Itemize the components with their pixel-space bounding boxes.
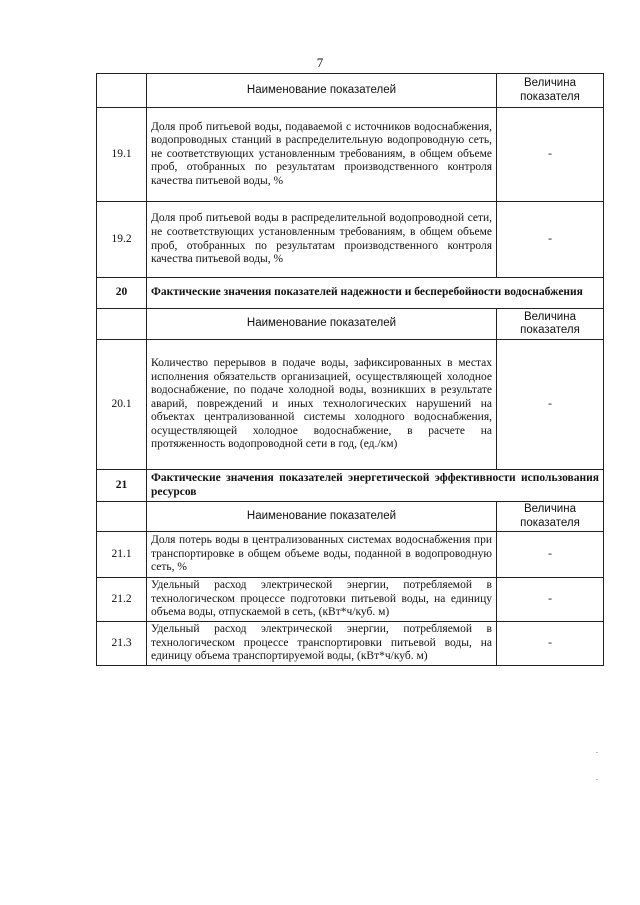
header-value: Величина показателя (497, 309, 604, 340)
table-header-row (97, 502, 604, 532)
section-row (97, 278, 604, 309)
row-number: 21.2 (97, 578, 147, 622)
row-value: - (497, 202, 604, 278)
row-value: - (497, 622, 604, 666)
header-value: Величина показателя (497, 502, 604, 532)
row-value: - (497, 578, 604, 622)
row-number: 19.2 (97, 202, 147, 278)
table-row (97, 578, 604, 622)
row-description: Удельный расход электрической энергии, потребляемой в технологическом процессе транспортировки питьевой воды, на единицу объема транспортируемой воды, (кВт*ч/куб. м) (147, 622, 497, 666)
row-description: Доля проб питьевой воды в распределительной водопроводной сети, не соответствующих установленным требованиям, в общем объеме проб, отобранных по результатам производственного контроля качества питьевой воды, % (147, 202, 497, 278)
section-title: Фактические значения показателей энергетической эффективности использования ресурсов (147, 470, 604, 502)
row-number: 21.3 (97, 622, 147, 666)
header-empty-cell (97, 502, 147, 532)
table-row (97, 622, 604, 666)
header-name: Наименование показателей (147, 309, 497, 340)
table-row (97, 340, 604, 470)
header-empty-cell (97, 309, 147, 340)
table-header-row (97, 309, 604, 340)
header-value: Величина показателя (497, 74, 604, 108)
row-description: Доля потерь воды в централизованных системах водоснабжения при транспортировке в общем объеме воды, поданной в водопроводную сеть, % (147, 532, 497, 578)
row-description: Удельный расход электрической энергии, потребляемой в технологическом процессе подготовки питьевой воды, на единицу объема воды, отпускаемой в сеть, (кВт*ч/куб. м) (147, 578, 497, 622)
section-title: Фактические значения показателей надежности и бесперебойности водоснабжения (147, 278, 604, 309)
table-row (97, 108, 604, 202)
header-name: Наименование показателей (147, 74, 497, 108)
section-number: 21 (97, 470, 147, 502)
row-description: Количество перерывов в подаче воды, зафиксированных в местах исполнения обязательств организацией, осуществляющей холодное водоснабжение, по подаче холодной воды, возникших в результате аварий, повреждений и иных технологических нарушений на объектах централизованной системы холодного водоснабжения, осуществляющей холодное водоснабжение, в расчете на протяженность водопроводной сети в год, (ед./км) (147, 340, 497, 470)
row-value: - (497, 340, 604, 470)
table-row (97, 532, 604, 578)
header-name: Наименование показателей (147, 502, 497, 532)
scan-speck (596, 752, 598, 753)
section-row (97, 470, 604, 502)
table-header-row (97, 74, 604, 108)
page-number: 7 (316, 55, 324, 70)
row-number: 21.1 (97, 532, 147, 578)
header-empty-cell (97, 74, 147, 108)
row-value: - (497, 108, 604, 202)
table-row (97, 202, 604, 278)
scan-speck (596, 779, 598, 780)
row-number: 20.1 (97, 340, 147, 470)
row-description: Доля проб питьевой воды, подаваемой с источников водоснабжения, водопроводных станций в распределительную водопроводную сеть, не соответствующих установленным требованиям, в общем объеме проб, отобранных по результатам производственного контроля качества питьевой воды, % (147, 108, 497, 202)
row-number: 19.1 (97, 108, 147, 202)
indicators-table (96, 73, 604, 666)
row-value: - (497, 532, 604, 578)
section-number: 20 (97, 278, 147, 309)
